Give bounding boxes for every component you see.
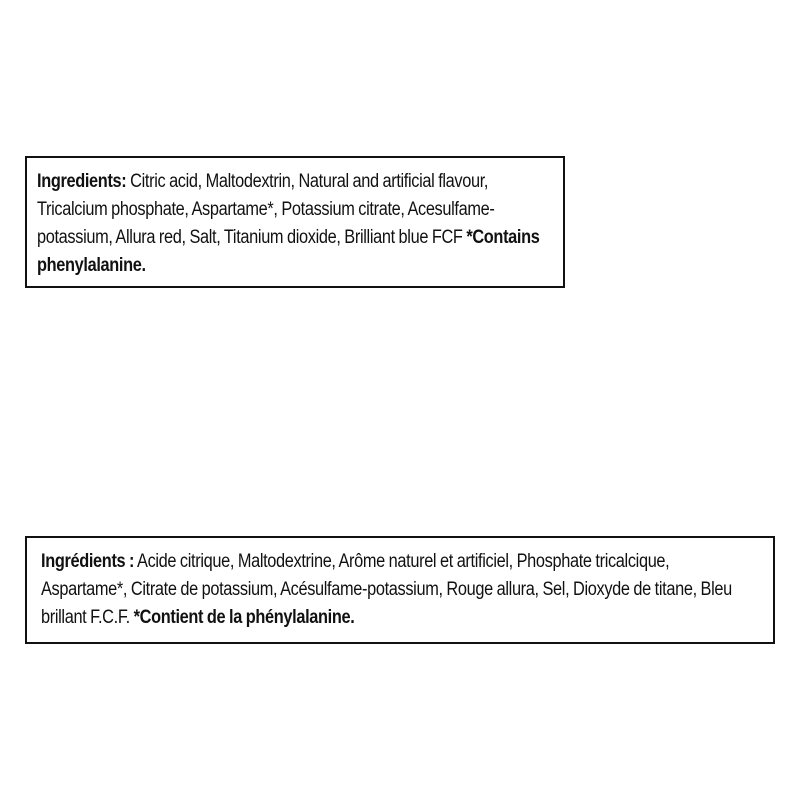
ingredients-list-english: Citric acid, Maltodextrin, Natural and artificial flavour, Tricalcium phosphate, Aspartame*, Potassium citrate, Acesulfame-potassium, Allura red, Salt, Titanium dioxide, Brilliant blue FCF <box>37 171 495 248</box>
ingredients-paragraph-french <box>41 548 757 632</box>
ingredients-heading-english: Ingredients: <box>37 171 127 192</box>
ingredients-list-french: Acide citrique, Maltodextrine, Arôme naturel et artificiel, Phosphate tricalcique, Aspartame*, Citrate de potassium, Acésulfame-potassium, Rouge allura, Sel, Dioxyde de titane, Bleu brillant F.C.F. <box>41 551 732 628</box>
phenylalanine-warning-english: *Contains phenylalanine. <box>37 227 540 276</box>
ingredients-box-english <box>25 156 565 288</box>
ingredients-paragraph-english <box>37 168 552 280</box>
ingredients-box-french <box>25 536 775 644</box>
phenylalanine-warning-french: *Contient de la phénylalanine. <box>133 607 355 628</box>
ingredients-heading-french: Ingrédients : <box>41 551 135 572</box>
